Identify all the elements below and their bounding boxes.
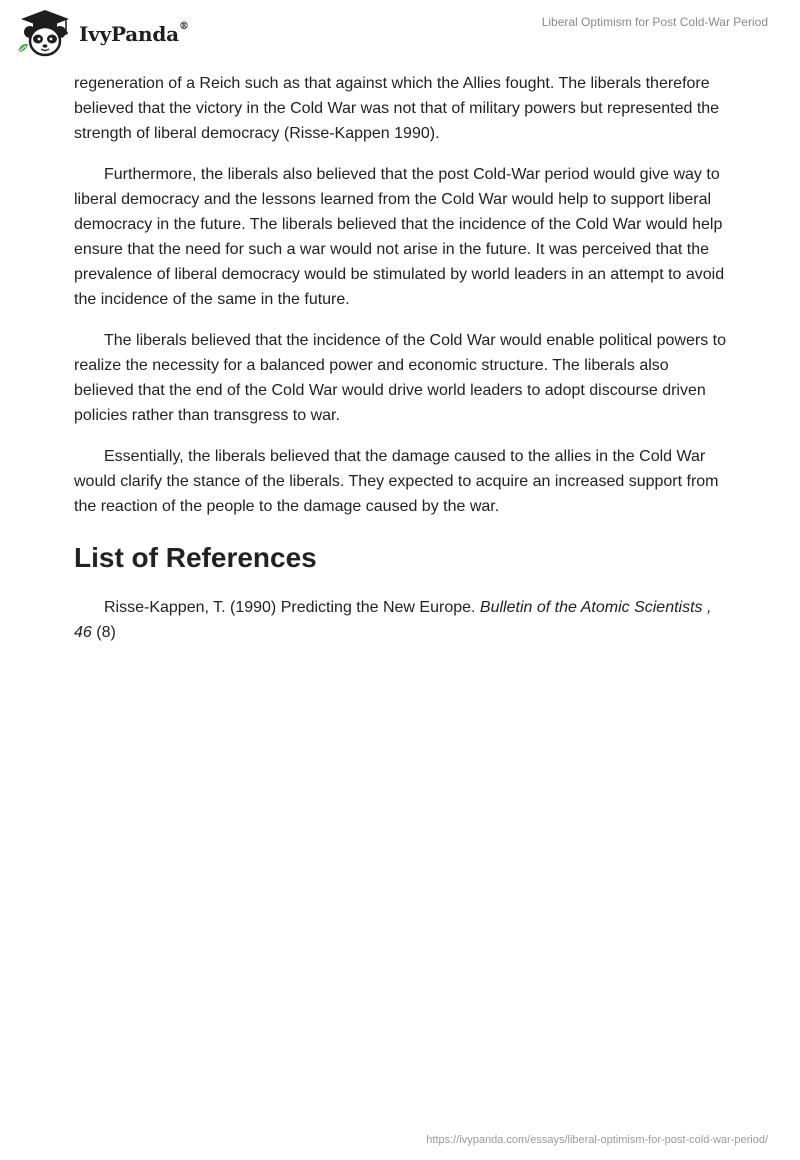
reference-journal: Bulletin of the Atomic Scientists , 46 [74,599,712,641]
page-header [0,0,800,70]
panda-graduate-icon [14,8,76,58]
essay-content [74,71,726,661]
paragraph: Essentially, the liberals believed that the damage caused to the allies in the Cold War would clarify the stance of the liberals. They expected to acquire an increased support from the reaction of the people to the damage caused by the war. [74,448,719,515]
document-title: Liberal Optimism for Post Cold-War Period [541,15,768,29]
registered-mark: ® [178,21,189,33]
paragraph: Furthermore, the liberals also believed that the post Cold-War period would give way to liberal democracy and the lessons learned from the Cold War would help to support liberal democracy in the future. The liberals believed that the incidence of the Cold War would help ensure that the need for such a war would not arise in the future. It was perceived that the prevalence of liberal democracy would be stimulated by world leaders in an attempt to avoid the incidence of the same in the future. [74,166,725,308]
paragraph: The liberals believed that the incidence of the Cold War would enable political powers to realize the necessity for a balanced power and economic structure. The liberals also believed that the end of the Cold War would drive world leaders to adopt discourse driven policies rather than transgress to war. [74,332,726,424]
paragraph-continued: regeneration of a Reich such as that against which the Allies fought. The liberals therefore believed that the victory in the Cold War was not that of military powers but represented the strength of liberal democracy (Risse-Kappen 1990). [74,75,720,142]
references-heading: List of References [74,542,317,573]
brand-name: IvyPanda® [79,21,189,46]
ivypanda-logo[interactable] [14,8,189,58]
reference-issue: (8) [96,624,116,641]
source-url[interactable]: https://ivypanda.com/essays/liberal-optimism-for-post-cold-war-period/ [426,1134,768,1146]
reference-entry [74,595,726,645]
reference-authors: Risse-Kappen, T. (1990) Predicting the New Europe. [104,599,476,616]
